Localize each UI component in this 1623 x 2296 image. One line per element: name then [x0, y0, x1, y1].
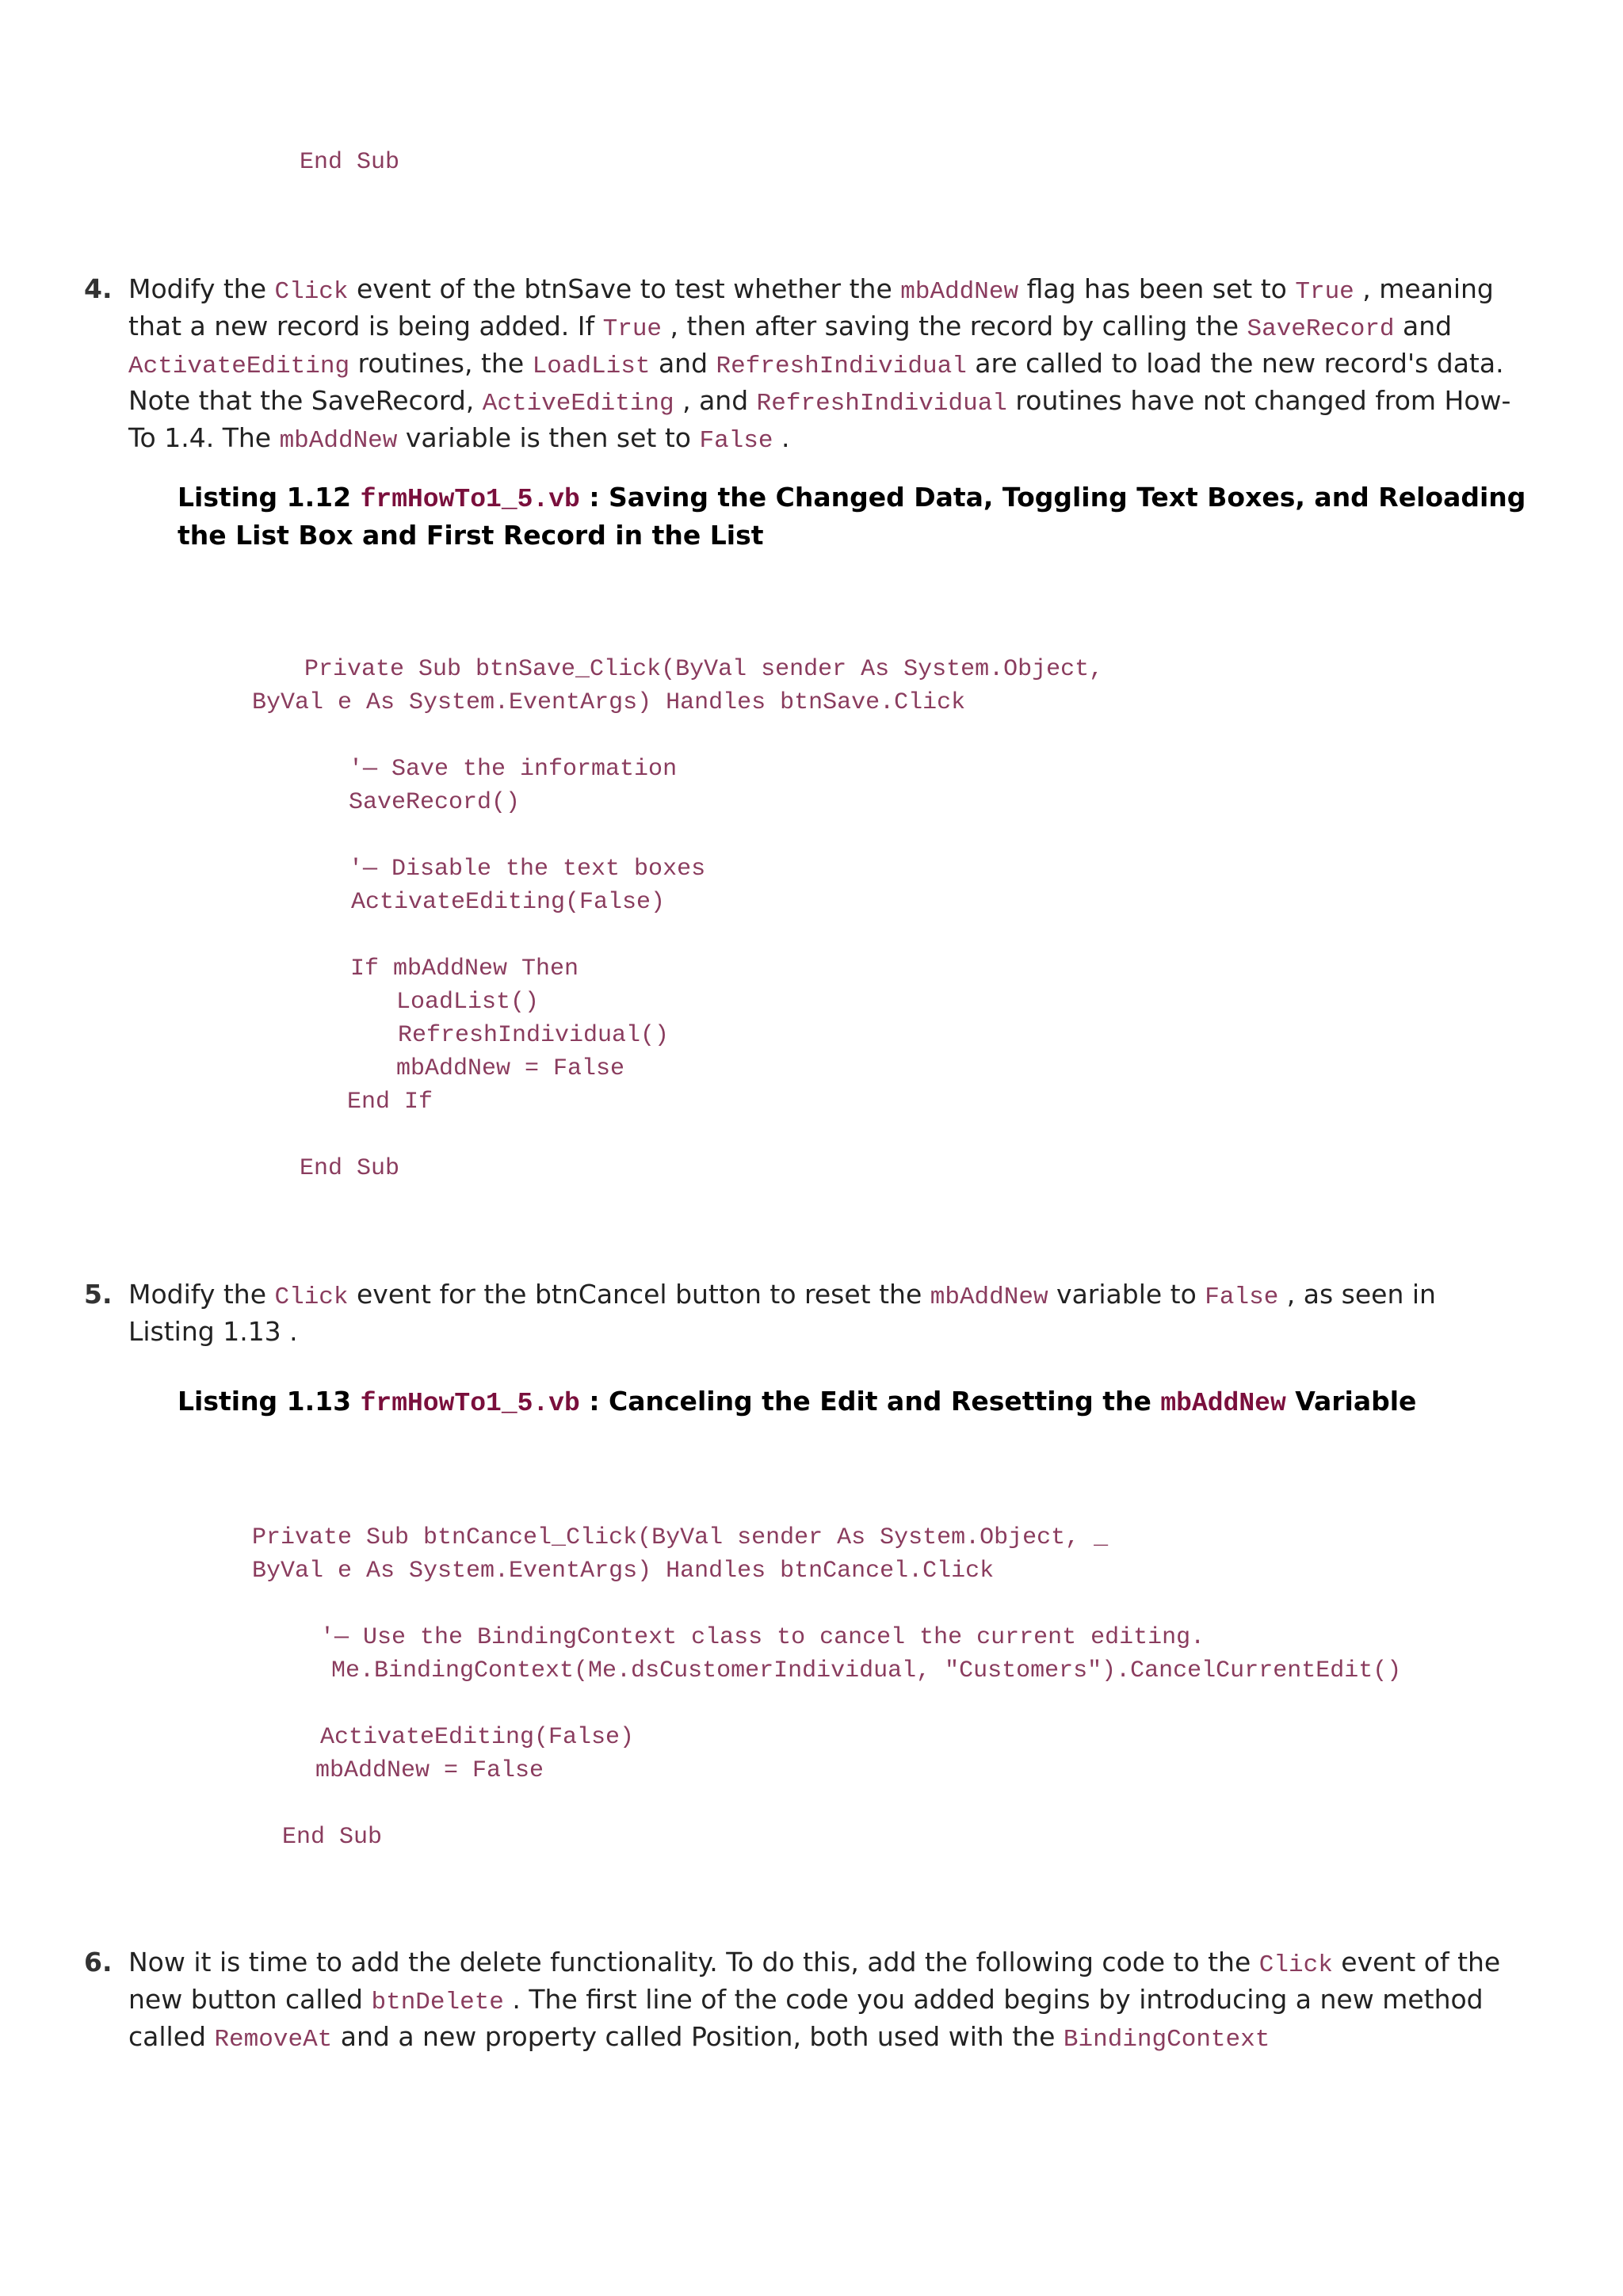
code-line: mbAddNew = False [396, 1055, 625, 1082]
code-line: LoadList() [396, 989, 540, 1016]
code-line: '— Save the information [349, 756, 678, 783]
inline-code: ActiveEditing [482, 390, 674, 418]
listing-1-12-caption: Listing 1.12 frmHowTo1_5.vb : Saving the Changed Data, Toggling Text Boxes, and Reloading the List Box and First Record in the List [178, 482, 1526, 551]
code-line: If mbAddNew Then [350, 955, 579, 982]
code-line: '— Disable the text boxes [349, 856, 706, 883]
listing-filename: frmHowTo1_5.vb [360, 485, 580, 514]
inline-code: False [1205, 1283, 1279, 1311]
inline-code: ActivateEditing [128, 353, 350, 380]
inline-code: RefreshIndividual [716, 353, 967, 380]
code-line: End Sub [282, 1824, 383, 1851]
code-line: ByVal e As System.EventArgs) Handles btnSave.Click [252, 689, 966, 716]
step-4-paragraph: 4. Modify the Click event of the btnSave to test whether the mbAddNew flag has been set to True , meaning that a new record is being added. If True , then after saving the record by calling the SaveRecord and ActivateEditing routines, the LoadList and RefreshIndividual are called to load the new record's data. Note that the SaveRecord, ActiveEditing , and RefreshIndividual routines have not changed from How-To 1.4. The mbAddNew variable is then set to False . [84, 273, 1511, 455]
step-5-paragraph: 5. Modify the Click event for the btnCancel button to reset the mbAddNew variable to False , as seen in Listing 1.13 . [84, 1279, 1436, 1347]
inline-code: False [699, 427, 773, 455]
code-line: '— Use the BindingContext class to cancel the current editing. [320, 1624, 1205, 1651]
inline-code: Click [274, 278, 349, 306]
code-line: Private Sub btnSave_Click(ByVal sender As System.Object, [304, 656, 1104, 683]
code-line: RefreshIndividual() [398, 1022, 670, 1049]
code-line: SaveRecord() [349, 789, 521, 816]
inline-code: True [1295, 278, 1354, 306]
listing-variable: mbAddNew [1160, 1389, 1286, 1418]
code-line: End If [347, 1089, 433, 1116]
inline-code: mbAddNew [279, 427, 398, 455]
code-line: Private Sub btnCancel_Click(ByVal sender As System.Object, _ [252, 1524, 1109, 1551]
code-line: ActivateEditing(False) [351, 889, 666, 916]
listing-1-13-caption: Listing 1.13 frmHowTo1_5.vb : Canceling the Edit and Resetting the mbAddNew Variable [178, 1386, 1417, 1418]
code-line: Me.BindingContext(Me.dsCustomerIndividual, "Customers").CancelCurrentEdit() [331, 1657, 1402, 1684]
code-line: mbAddNew = False [315, 1757, 544, 1784]
code-line: ByVal e As System.EventArgs) Handles btnCancel.Click [252, 1558, 995, 1585]
step-number: 4. [84, 273, 113, 304]
inline-code: Click [274, 1283, 349, 1311]
inline-code: mbAddNew [930, 1283, 1048, 1311]
step-number: 6. [84, 1947, 113, 1978]
step-6-paragraph: 6. Now it is time to add the delete functionality. To do this, add the following code to the Click event of the new button called btnDelete . The first line of the code you added begins by introducing a new method called RemoveAt and a new property called Position, both used with the BindingContext [84, 1947, 1501, 2054]
inline-code: SaveRecord [1247, 315, 1395, 343]
code-line: ActivateEditing(False) [320, 1724, 635, 1751]
inline-code: True [602, 315, 663, 343]
step-number: 5. [84, 1279, 113, 1310]
inline-code: btnDelete [371, 1989, 504, 2016]
inline-code: RefreshIndividual [756, 390, 1007, 418]
inline-code: BindingContext [1063, 2026, 1270, 2054]
inline-code: mbAddNew [900, 278, 1019, 306]
inline-code: RemoveAt [214, 2026, 333, 2054]
inline-code: Click [1258, 1951, 1333, 1979]
code-line: End Sub [300, 1155, 400, 1182]
code-line: End Sub [300, 149, 400, 176]
listing-filename: frmHowTo1_5.vb [360, 1389, 580, 1418]
inline-code: LoadList [532, 353, 651, 380]
